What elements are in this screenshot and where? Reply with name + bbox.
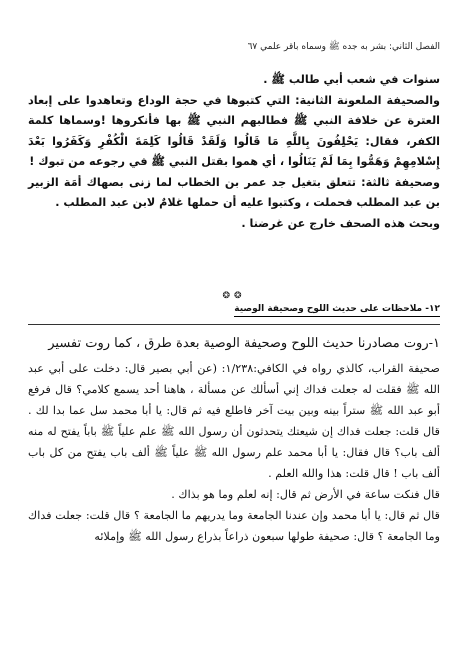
paragraph: والصحيفة الملعونة الثانية: التي كتبوها في حجة الوداع وتعاهدوا على إبعاد العترة عن خلافة النبي ﷺ فطالبهم النبي ﷺ بها فأنكروها !وسماها كلمة الكفر، فقال: يَحْلِفُونَ بِاللَّهِ مَا قَالُوا وَلَقَدْ قَالُوا كَلِمَةَ الْكُفْرِ وَكَفَرُوا بَعْدَ إِسْلامِهِمْ وَهَمُّوا بِمَا لَمْ يَنَالُوا ، أي هموا بقتل النبي ﷺ في رجوعه من تبوك ! xyxy=(28,93,440,168)
paragraph: وبحث هذه الصحف خارج عن غرضنا . xyxy=(241,216,440,230)
header-text: الفصل الثاني: بشر به جده ﷺ وسماه باقر علمي ٦٧ xyxy=(247,42,440,52)
document-page xyxy=(28,0,440,667)
section-divider: ❂❂ xyxy=(222,291,246,301)
lead-line: ١-روت مصادرنا حديث اللوح وصحيفة الوصية بعدة طرق ، كما روت تفسير xyxy=(48,336,440,351)
paragraph: قال فنكت ساعة في الأرض ثم قال: إنه لعلم وما هو بذاك . xyxy=(171,488,440,501)
paragraph: صحيفة القراب، كالذي رواه في الكافي:١/٢٣٨: (عن أبي بصير قال: دخلت على أبي عبد الله ﷺ فقلت له جعلت فداك إني أسألك عن مسألة ، هاهنا أحد يسمع كلامي؟ قال فرفع أبو عبد الله ﷺ ستراً بينه وبين بيت آخر فاطلع فيه ثم قال: يا أبا محمد سل عما بدا لك . قال قلت: جعلت فداك إن شيعتك يتحدثون أن رسول الله ﷺ علم علياً ﷺ باباً يفتح له منه ألف باب؟ قال فقال: يا أبا محمد علم رسول الله ﷺ علياً ﷺ ألف باب يفتح من كل باب ألف باب ! قال قلت: هذا والله العلم . xyxy=(28,362,440,480)
running-header xyxy=(28,40,440,56)
paragraph: سنوات في شعب أبي طالب ﷺ . xyxy=(263,73,440,86)
section-heading xyxy=(28,304,440,317)
section-heading-text: ١٢- ملاحظات على حديث اللوح وصحيفة الوصية xyxy=(234,304,440,317)
body-section-1 xyxy=(28,70,440,234)
paragraph: وصحيفة ثالثة: تتعلق بتغيل جد عمر بن الخطاب لما زنى بصهاك أمَة الزبير بن عبد المطلب فحملت ، وكتبوا عليه أن حملها غلامٌ لابن عبد المطلب . xyxy=(28,175,440,209)
paragraph: قال ثم قال: يا أبا محمد وإن عندنا الجامعة وما يدريهم ما الجامعة ؟ قال قلت: جعلت فداك وما الجامعة ؟ قال: صحيفة طولها سبعون ذراعاً بذراع رسول الله ﷺ وإملائه xyxy=(28,509,440,543)
horizontal-rule xyxy=(28,324,440,325)
body-section-2 xyxy=(28,330,440,547)
